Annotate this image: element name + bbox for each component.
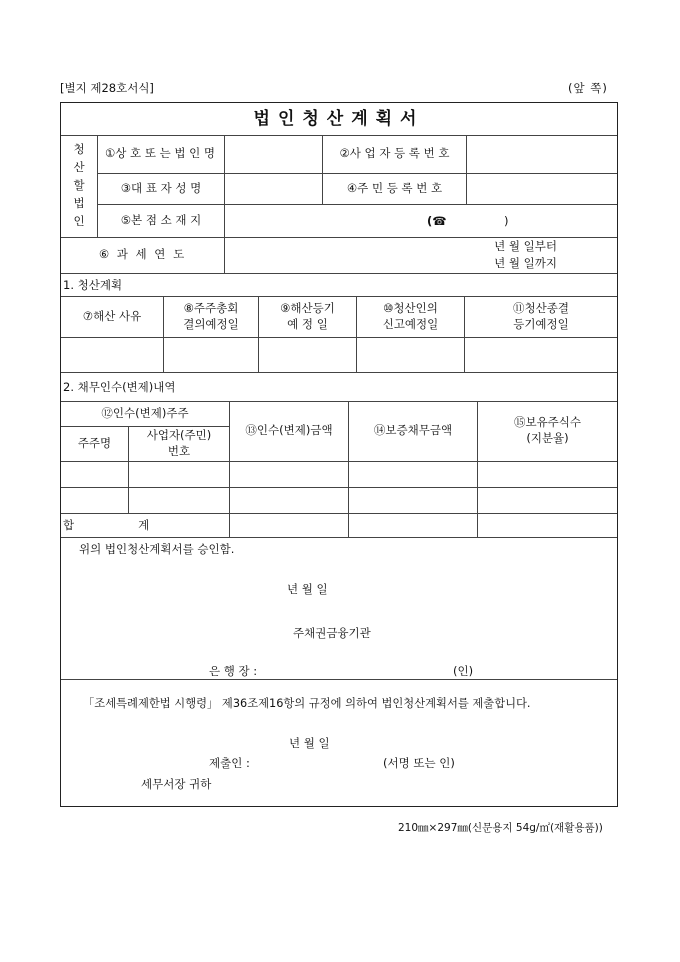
submission-statement: 「조세특례제한법 시행령」 제36조제16항의 규정에 의하여 법인청산계획서를 제출합니다. — [83, 697, 531, 710]
liquidator-report-date-field[interactable] — [357, 338, 463, 372]
applicant-group-label: 청 산 할 법 인 — [73, 142, 85, 228]
liquidation-plan-form — [60, 102, 618, 807]
shareholder-id-header: 사업자(주민) 번호 — [146, 427, 212, 458]
assuming-shareholder-header: ⑫인수(변제)주주 — [101, 405, 189, 420]
paper-spec-footer: 210㎜×297㎜(신문용지 54g/㎡(재활용품)) — [398, 822, 603, 834]
tax-year-label: ⑥ 과 세 연 도 — [98, 247, 187, 262]
section1-title: 1. 청산계획 — [63, 277, 123, 292]
approval-date: 년 월 일 — [287, 582, 328, 596]
liquidation-completion-date-field[interactable] — [465, 338, 617, 372]
form-number: [별지 제28호서식] — [60, 81, 154, 95]
phone-icon-label: (☎ — [427, 213, 447, 228]
resident-number-label: ④주 민 등 록 번 호 — [346, 180, 443, 195]
table-row[interactable] — [61, 488, 617, 513]
form-title: 법인청산계획서 — [253, 108, 425, 129]
dissolution-registration-date-field[interactable] — [259, 338, 355, 372]
hq-address-field[interactable] — [225, 205, 617, 236]
total-row-fields[interactable] — [230, 514, 617, 537]
submission-date: 년 월 일 — [289, 736, 330, 750]
shares-held-header: ⑮보유주식수 (지분율) — [513, 415, 582, 445]
representative-name-field[interactable] — [225, 174, 321, 203]
approval-statement: 위의 법인청산계획서를 승인함. — [79, 542, 235, 556]
tax-year-from: 년 월 일부터 — [494, 239, 557, 254]
guarantee-amount-header: ⑭보증채무금액 — [373, 423, 453, 438]
dissolution-reason-header: ⑦해산 사유 — [82, 308, 142, 323]
creditor-institution-label: 주채권금융기관 — [293, 626, 371, 640]
tax-year-period[interactable] — [225, 237, 617, 273]
representative-name-label: ③대 표 자 성 명 — [120, 180, 202, 195]
bank-manager-label: 은 행 장 : — [209, 664, 258, 678]
biz-reg-number-field[interactable] — [467, 136, 617, 172]
table-row[interactable] — [61, 462, 617, 487]
tax-office-addressee: 세무서장 귀하 — [141, 777, 212, 791]
dissolution-reason-field[interactable] — [61, 338, 162, 372]
bank-manager-seal[interactable]: (인) — [453, 664, 474, 678]
resident-number-field[interactable] — [467, 174, 617, 203]
shareholder-meeting-date-header: ⑧주주총회 결의예정일 — [183, 300, 239, 331]
liquidation-completion-date-header: ⑪청산종결 등기예정일 — [513, 300, 569, 331]
company-name-field[interactable] — [225, 136, 321, 172]
dissolution-registration-date-header: ⑨해산등기 예 정 일 — [280, 300, 335, 331]
biz-reg-number-label: ②사 업 자 등 록 번 호 — [339, 146, 450, 161]
liquidator-report-date-header: ⑩청산인의 신고예정일 — [382, 300, 439, 331]
company-name-label: ①상 호 또 는 법 인 명 — [104, 146, 215, 161]
submitter-signature[interactable]: (서명 또는 인) — [383, 756, 455, 770]
phone-close-paren: ) — [504, 213, 509, 228]
tax-year-to: 년 월 일까지 — [494, 256, 557, 270]
shareholder-meeting-date-field[interactable] — [164, 338, 257, 372]
assumed-amount-header: ⑬인수(변제)금액 — [245, 423, 333, 438]
hq-address-label: ⑤본 점 소 재 지 — [120, 212, 202, 227]
submitter-label: 제출인 : — [209, 756, 250, 770]
page-side-label: (앞 쪽) — [568, 81, 608, 95]
total-label: 합 계 — [63, 518, 150, 532]
section2-title: 2. 채무인수(변제)내역 — [63, 379, 176, 394]
shareholder-name-header: 주주명 — [77, 435, 112, 450]
